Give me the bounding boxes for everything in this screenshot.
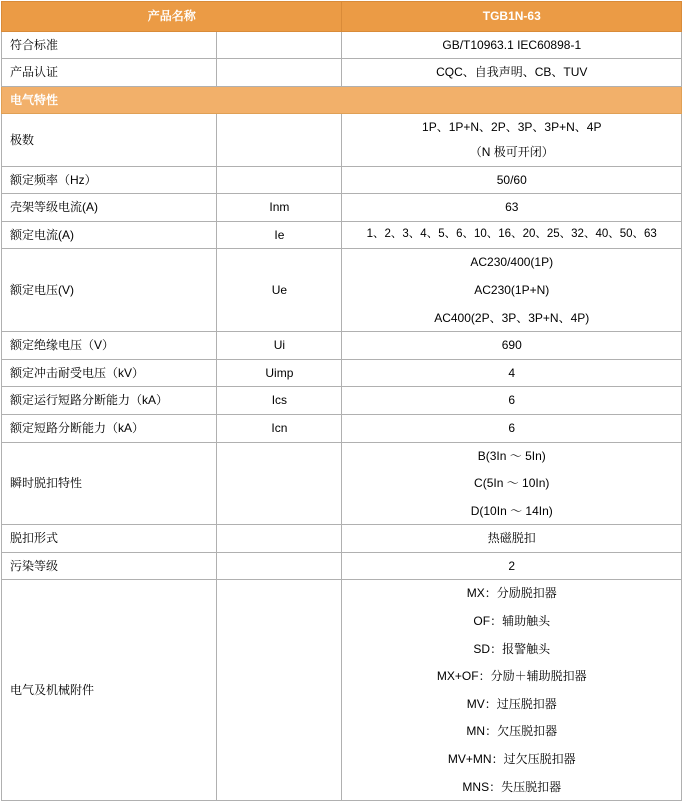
row-value-line: 1、2、3、4、5、6、10、16、20、25、32、40、50、63 <box>366 228 657 241</box>
table-row <box>2 359 682 387</box>
row-label: 额定电流(A) <box>2 221 217 249</box>
row-value-line: 690 <box>501 338 522 353</box>
row-value-line: 6 <box>508 420 516 435</box>
row-value-line: GB/T10963.1 IEC60898-1 <box>442 37 582 52</box>
row-value <box>342 552 682 580</box>
row-label: 符合标准 <box>2 31 217 59</box>
row-label: 产品认证 <box>2 59 217 87</box>
table-row <box>2 580 682 801</box>
row-value <box>342 31 682 59</box>
row-value-line: CQC、自我声明、CB、TUV <box>436 65 588 80</box>
table-row <box>2 414 682 442</box>
row-value-line: OF：辅助触头 <box>473 614 551 629</box>
row-label: 壳架等级电流(A) <box>2 194 217 222</box>
row-symbol <box>217 580 342 801</box>
table-row <box>2 249 682 332</box>
row-value-line: MV：过压脱扣器 <box>466 696 557 711</box>
row-value-line: MNS：失压脱扣器 <box>462 779 562 794</box>
row-label: 额定运行短路分断能力（kA） <box>2 387 217 415</box>
row-value-line: SD：报警触头 <box>473 641 551 656</box>
table-header-row <box>2 2 682 32</box>
row-value-line: 2 <box>508 558 516 573</box>
table-row <box>2 31 682 59</box>
row-value-line: （N 极可开闭） <box>469 144 554 159</box>
row-label: 污染等级 <box>2 552 217 580</box>
row-label: 额定绝缘电压（V） <box>2 332 217 360</box>
row-value-line: 63 <box>505 200 519 215</box>
row-value <box>342 442 682 525</box>
row-symbol: Uimp <box>217 359 342 387</box>
row-value-line: AC230/400(1P) <box>470 255 554 270</box>
row-symbol: Ie <box>217 221 342 249</box>
row-value-line: MN：欠压脱扣器 <box>466 724 558 739</box>
row-label: 瞬时脱扣特性 <box>2 442 217 525</box>
row-value-line: AC230(1P+N) <box>474 282 550 297</box>
table-row <box>2 332 682 360</box>
row-symbol <box>217 166 342 194</box>
spec-table-body <box>2 2 682 801</box>
row-value <box>342 59 682 87</box>
row-symbol: Icn <box>217 414 342 442</box>
row-value-line: D(10In ～ 14In) <box>470 503 553 518</box>
row-value-line: 热磁脱扣 <box>487 531 536 546</box>
row-symbol: Ue <box>217 249 342 332</box>
row-symbol <box>217 114 342 166</box>
header-cell-model: TGB1N-63 <box>342 2 682 32</box>
row-label: 额定短路分断能力（kA） <box>2 414 217 442</box>
row-symbol <box>217 525 342 553</box>
row-value <box>342 221 682 249</box>
table-row <box>2 59 682 87</box>
row-value <box>342 359 682 387</box>
row-value <box>342 249 682 332</box>
row-value <box>342 580 682 801</box>
table-row <box>2 194 682 222</box>
row-value <box>342 114 682 166</box>
table-row <box>2 114 682 166</box>
row-value-line: 4 <box>508 365 516 380</box>
table-row <box>2 552 682 580</box>
table-row <box>2 166 682 194</box>
row-symbol <box>217 552 342 580</box>
table-row <box>2 525 682 553</box>
section-label: 电气特性 <box>2 86 682 114</box>
row-value <box>342 166 682 194</box>
row-symbol <box>217 59 342 87</box>
row-symbol: Ui <box>217 332 342 360</box>
row-label: 脱扣形式 <box>2 525 217 553</box>
row-value-line: 1P、1P+N、2P、3P、3P+N、4P <box>422 120 602 135</box>
row-symbol <box>217 31 342 59</box>
header-cell-name: 产品名称 <box>2 2 342 32</box>
row-value <box>342 387 682 415</box>
row-label: 极数 <box>2 114 217 166</box>
table-section-row <box>2 86 682 114</box>
row-value <box>342 332 682 360</box>
row-label: 额定频率（Hz） <box>2 166 217 194</box>
table-row <box>2 221 682 249</box>
row-symbol <box>217 442 342 525</box>
row-symbol: Ics <box>217 387 342 415</box>
row-value <box>342 194 682 222</box>
row-value-line: B(3In ～ 5In) <box>477 448 546 463</box>
row-value-line: 50/60 <box>496 172 527 187</box>
table-row <box>2 387 682 415</box>
row-value-line: C(5In ～ 10In) <box>474 476 550 491</box>
row-value <box>342 414 682 442</box>
product-spec-table <box>1 1 682 801</box>
row-value <box>342 525 682 553</box>
row-symbol: Inm <box>217 194 342 222</box>
row-value-line: MX：分励脱扣器 <box>466 586 557 601</box>
row-value-line: MV+MN：过欠压脱扣器 <box>447 752 576 767</box>
table-row <box>2 442 682 525</box>
row-value-line: 6 <box>508 393 516 408</box>
row-value-line: AC400(2P、3P、3P+N、4P) <box>434 310 590 325</box>
row-label: 电气及机械附件 <box>2 580 217 801</box>
row-label: 额定冲击耐受电压（kV） <box>2 359 217 387</box>
row-label: 额定电压(V) <box>2 249 217 332</box>
row-value-line: MX+OF：分励＋辅助脱扣器 <box>436 669 587 684</box>
